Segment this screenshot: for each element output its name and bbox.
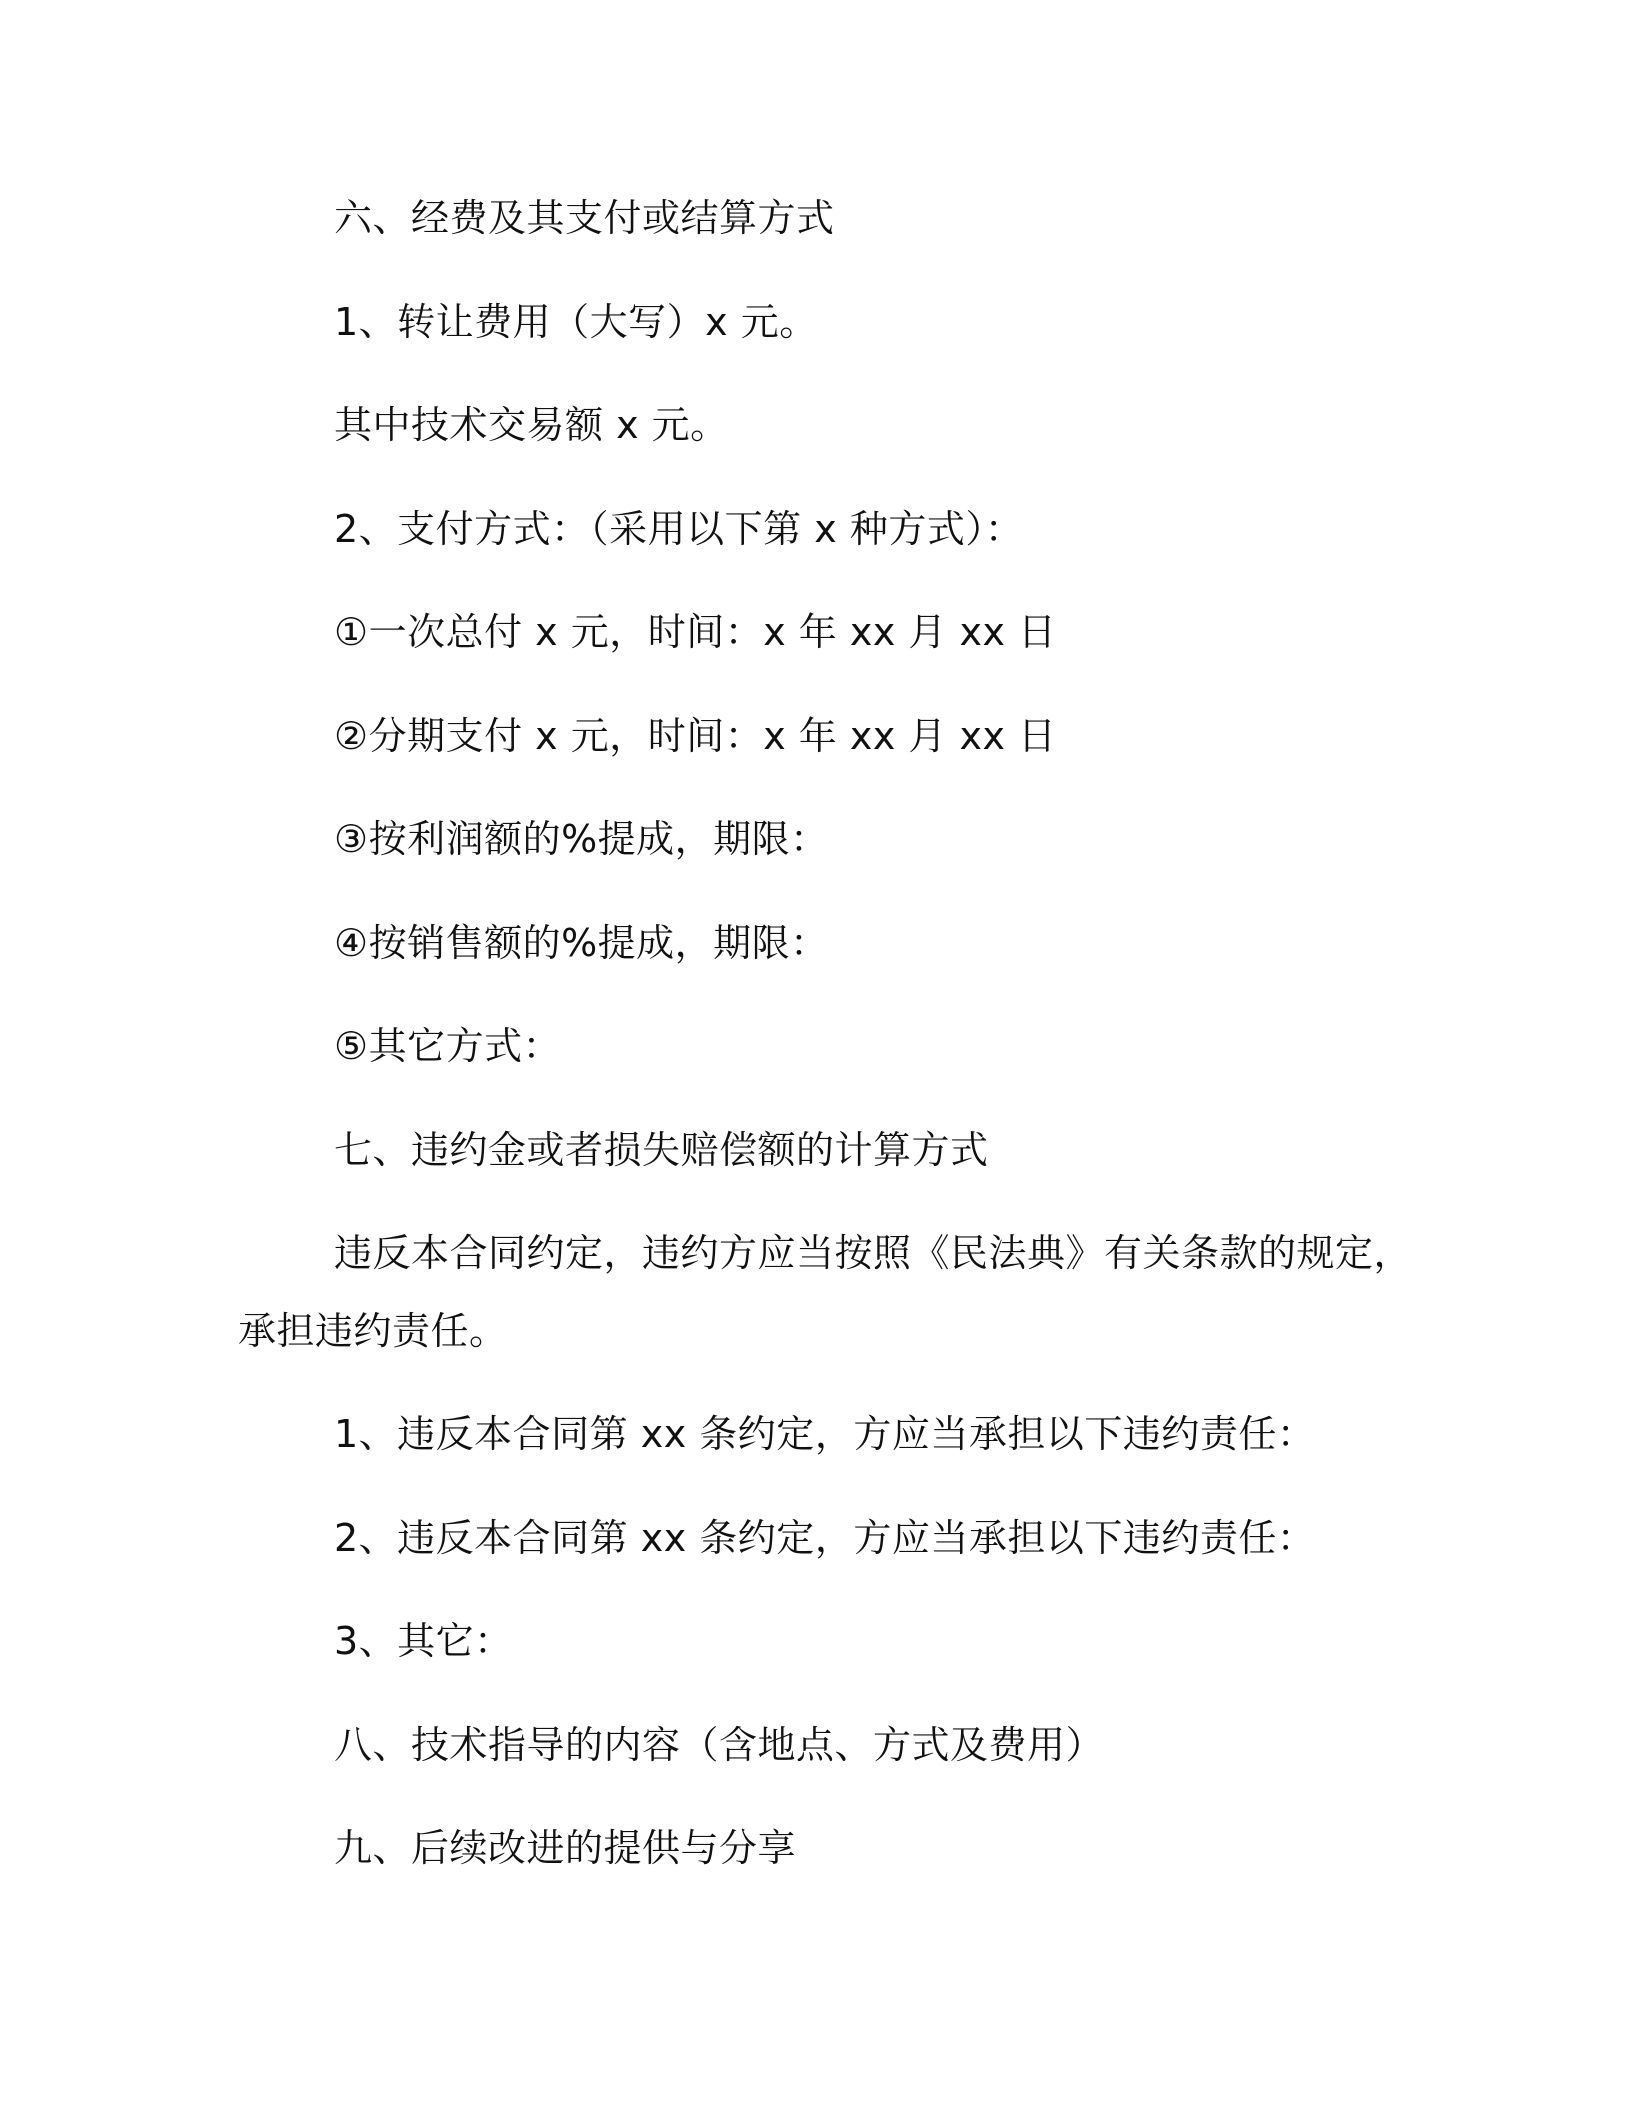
fee-item-technical-amount: 其中技术交易额 x 元。 (334, 403, 729, 447)
fee-item-2: 2、支付方式：（采用以下第 x 种方式）： (334, 507, 1024, 551)
fee-item-1: 1、转让费用（大写）x 元。 (334, 300, 818, 344)
breach-paragraph: 违反本合同约定，违约方应当按照《民法典》有关条款的规定， (334, 1231, 1413, 1275)
payment-option-5: ⑤其它方式： (334, 1024, 562, 1068)
section-heading-7: 七、违约金或者损失赔偿额的计算方式 (334, 1128, 989, 1172)
breach-item-2: 2、违反本合同第 xx 条约定，方应当承担以下违约责任： (334, 1516, 1316, 1560)
section-heading-6: 六、经费及其支付或结算方式 (334, 196, 835, 240)
payment-option-3: ③按利润额的%提成，期限： (334, 817, 829, 861)
payment-option-4: ④按销售额的%提成，期限： (334, 921, 829, 965)
payment-option-1: ①一次总付 x 元，时间：x 年 xx 月 xx 日 (334, 610, 1057, 654)
breach-paragraph-continued: 承担违约责任。 (238, 1309, 508, 1353)
breach-item-1: 1、违反本合同第 xx 条约定，方应当承担以下违约责任： (334, 1412, 1316, 1456)
section-heading-8: 八、技术指导的内容（含地点、方式及费用） (334, 1723, 1105, 1767)
section-heading-9: 九、后续改进的提供与分享 (334, 1826, 797, 1870)
payment-option-2: ②分期支付 x 元，时间：x 年 xx 月 xx 日 (334, 714, 1057, 758)
breach-item-3: 3、其它： (334, 1619, 513, 1663)
